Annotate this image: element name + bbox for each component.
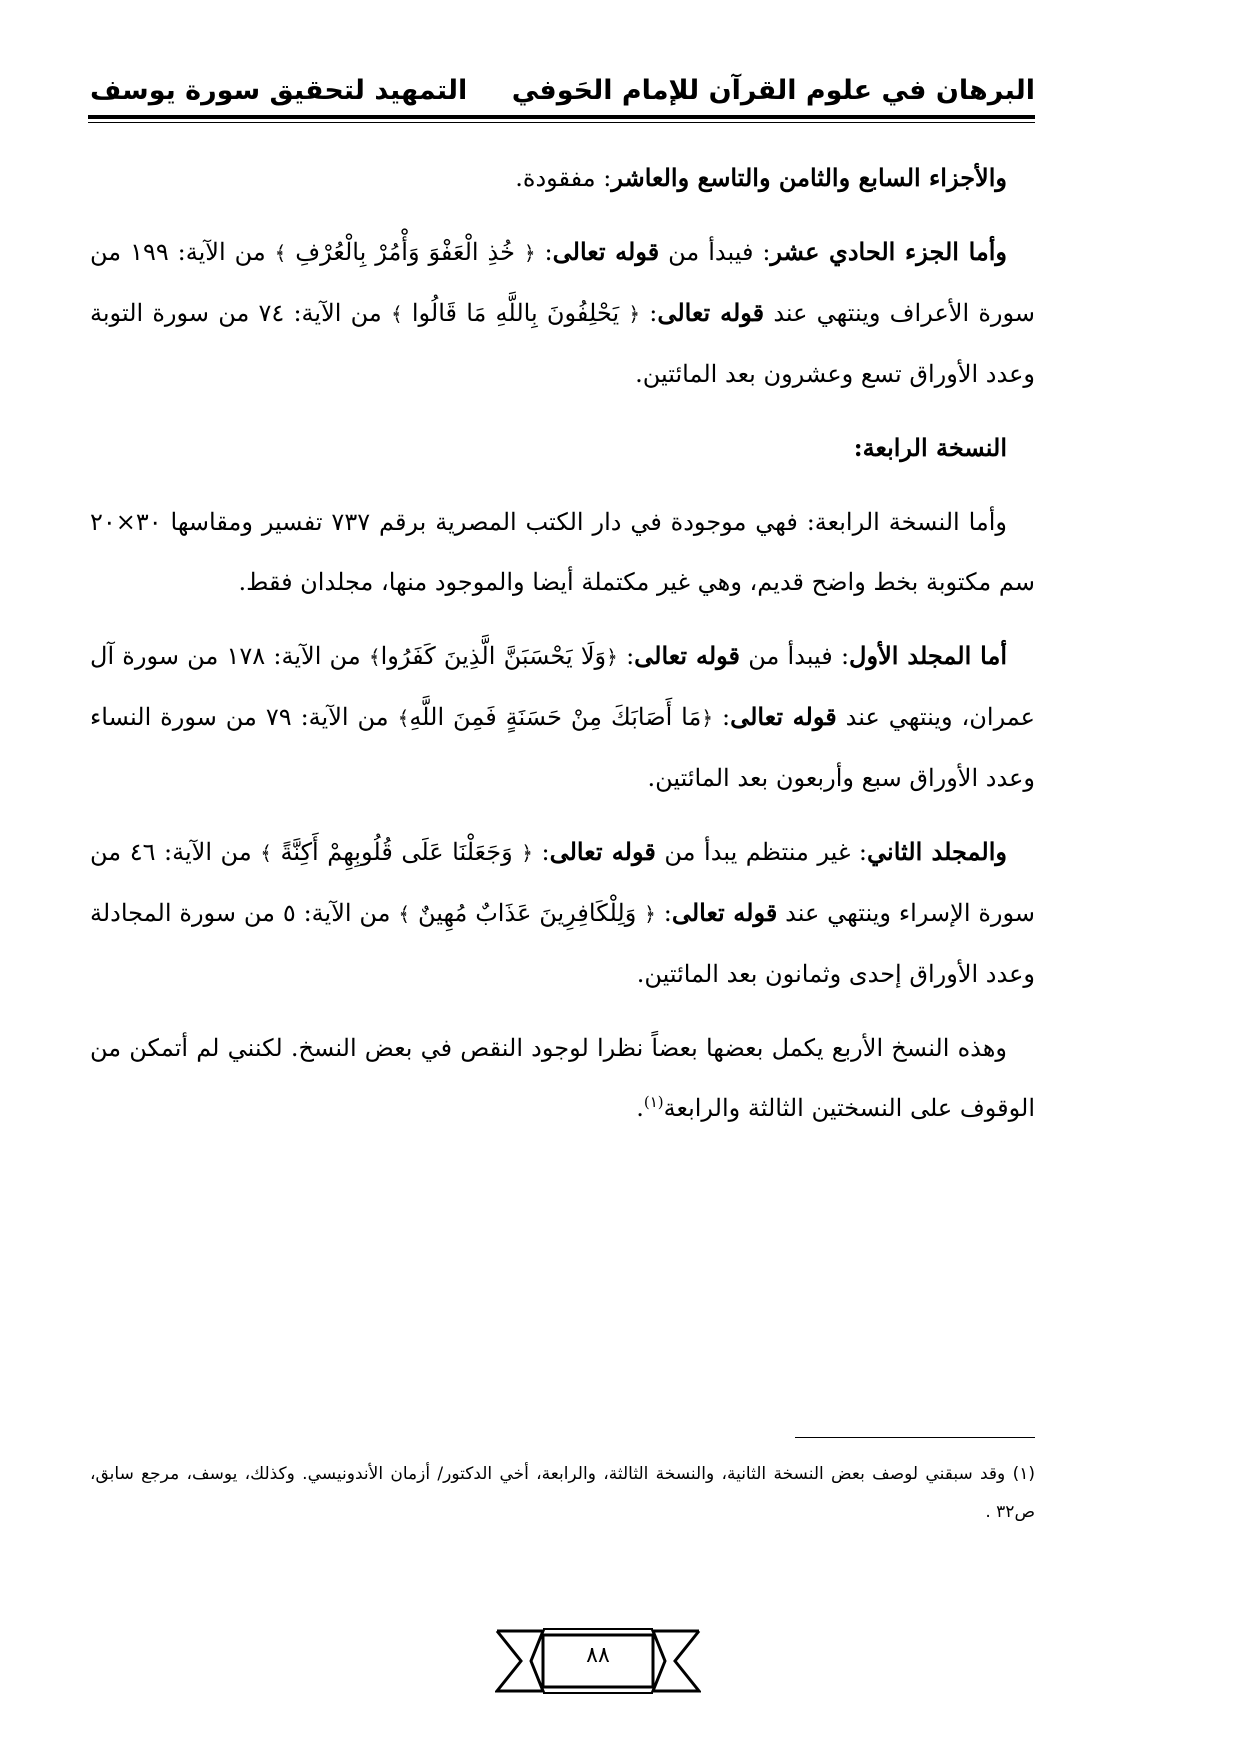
verse-close-bracket: ﴾ [274, 241, 287, 265]
verse-open-bracket: ﴿ [523, 241, 536, 265]
paragraph-2 [90, 222, 1035, 404]
bold-phrase: قوله تعالى [549, 837, 656, 866]
main-text [90, 148, 1035, 1152]
quran-verse: وَلَا يَحْسَبَنَّ الَّذِينَ كَفَرُوا [380, 642, 607, 670]
header-chapter-title: التمهيد لتحقيق سورة يوسف [90, 75, 468, 106]
quran-verse: وَلِلْكَافِرِينَ عَذَابٌ مُهِينٌ [417, 899, 637, 927]
text-span: : [713, 703, 731, 731]
verse-close-bracket: ﴾ [260, 841, 272, 865]
header-book-title: البرهان في علوم القرآن للإمام الحَوفي [511, 75, 1035, 106]
bold-phrase: والمجلد الثاني [867, 837, 1007, 866]
bold-phrase: وأما الجزء الحادي عشر [770, 237, 1008, 266]
verse-open-bracket: ﴿ [701, 706, 714, 730]
text-span: من الآية: ٧٤ من سورة التوبة وعدد الأوراق تسع وعشرون بعد المائتين. [90, 299, 1035, 388]
bold-phrase: قوله تعالى [730, 702, 837, 731]
quran-verse: وَجَعَلْنَا عَلَى قُلُوبِهِمْ أَكِنَّةً [280, 838, 513, 866]
bold-phrase: قوله تعالى [552, 237, 660, 266]
verse-open-bracket: ﴿ [644, 902, 656, 926]
verse-open-bracket: ﴿ [628, 302, 641, 326]
quran-verse: خُذِ الْعَفْوَ وَأْمُرْ بِالْعُرْفِ [295, 238, 515, 266]
verse-open-bracket: ﴿ [521, 841, 533, 865]
quran-verse: يَحْلِفُونَ بِاللَّهِ مَا قَالُوا [411, 299, 620, 327]
paragraph-5 [90, 822, 1035, 1004]
text-span: من الآية: ٤٦ من سورة الإسراء وينتهي عند [90, 838, 1035, 927]
text-span: من الآية: ١٩٩ من سورة الأعراف وينتهي عند [90, 238, 1035, 327]
page-number: ٨٨ [586, 1643, 610, 1668]
bold-phrase: والأجزاء السابع والثامن والتاسع والعاشر [611, 163, 1007, 192]
text-span: من الآية: ١٧٨ من سورة آل عمران، وينتهي عند [90, 642, 1036, 731]
text-span: : فيبدأ من [659, 238, 771, 266]
footnote-1: (١) وقد سبقني لوصف بعض النسخة الثانية، والنسخة الثالثة، والرابعة، أخي الدكتور/ أزمان الأندونيسي. وكذلك، يوسف، مرجع سابق، ص٣٢ . [90, 1464, 1035, 1522]
bold-phrase: قوله تعالى [671, 898, 778, 927]
text-span: : غير منتظم يبدأ من [655, 838, 868, 866]
text-span: : [617, 642, 635, 670]
text-span: . [636, 1094, 644, 1122]
header-rule-thick [88, 115, 1035, 119]
bold-phrase: قوله تعالى [657, 298, 765, 327]
footnote-separator [795, 1437, 1035, 1438]
header-rule-thin [88, 122, 1035, 123]
paragraph-1 [90, 148, 1035, 208]
verse-close-bracket: ﴾ [390, 302, 403, 326]
text-span: : مفقودة. [515, 164, 612, 192]
footnote-reference[interactable]: (١) [643, 1093, 664, 1111]
text-span: وهذه النسخ الأربع يكمل بعضها بعضاً نظرا لوجود النقص في بعض النسخ. لكنني لم أتمكن من الوقوف على النسختين الثالثة والرابعة [90, 1034, 1035, 1122]
text-span: : [535, 238, 553, 266]
verse-open-bracket: ﴿ [606, 645, 618, 669]
text-span: من الآية: ٧٩ من سورة النساء وعدد الأوراق سبع وأربعون بعد المائتين. [90, 703, 1035, 792]
section-heading: النسخة الرابعة: [853, 433, 1007, 462]
page-number-ornament [495, 1625, 701, 1697]
paragraph-6 [90, 1018, 1035, 1138]
text-span: من الآية: ٥ من سورة المجادلة وعدد الأوراق إحدى وثمانون بعد المائتين. [90, 899, 1035, 988]
verse-close-bracket: ﴾ [368, 645, 381, 669]
verse-close-bracket: ﴾ [397, 706, 410, 730]
running-header [90, 70, 1035, 106]
verse-close-bracket: ﴾ [398, 902, 411, 926]
text-span: : [655, 899, 672, 927]
text-span: : [532, 838, 550, 866]
paragraph-4 [90, 626, 1035, 808]
bold-phrase: قوله تعالى [634, 641, 741, 670]
text-span: : [640, 299, 658, 327]
bold-phrase: أما المجلد الأول [849, 641, 1007, 670]
paragraph-3: وأما النسخة الرابعة: فهي موجودة في دار الكتب المصرية برقم ٧٣٧ تفسير ومقاسها ٣٠×٢٠ سم مكتوبة بخط واضح قديم، وهي غير مكتملة أيضا والموجود منها، مجلدان فقط. [90, 508, 1035, 596]
quran-verse: مَا أَصَابَكَ مِنْ حَسَنَةٍ فَمِنَ اللَّهِ [409, 703, 702, 731]
text-span: : فيبدأ من [740, 642, 850, 670]
